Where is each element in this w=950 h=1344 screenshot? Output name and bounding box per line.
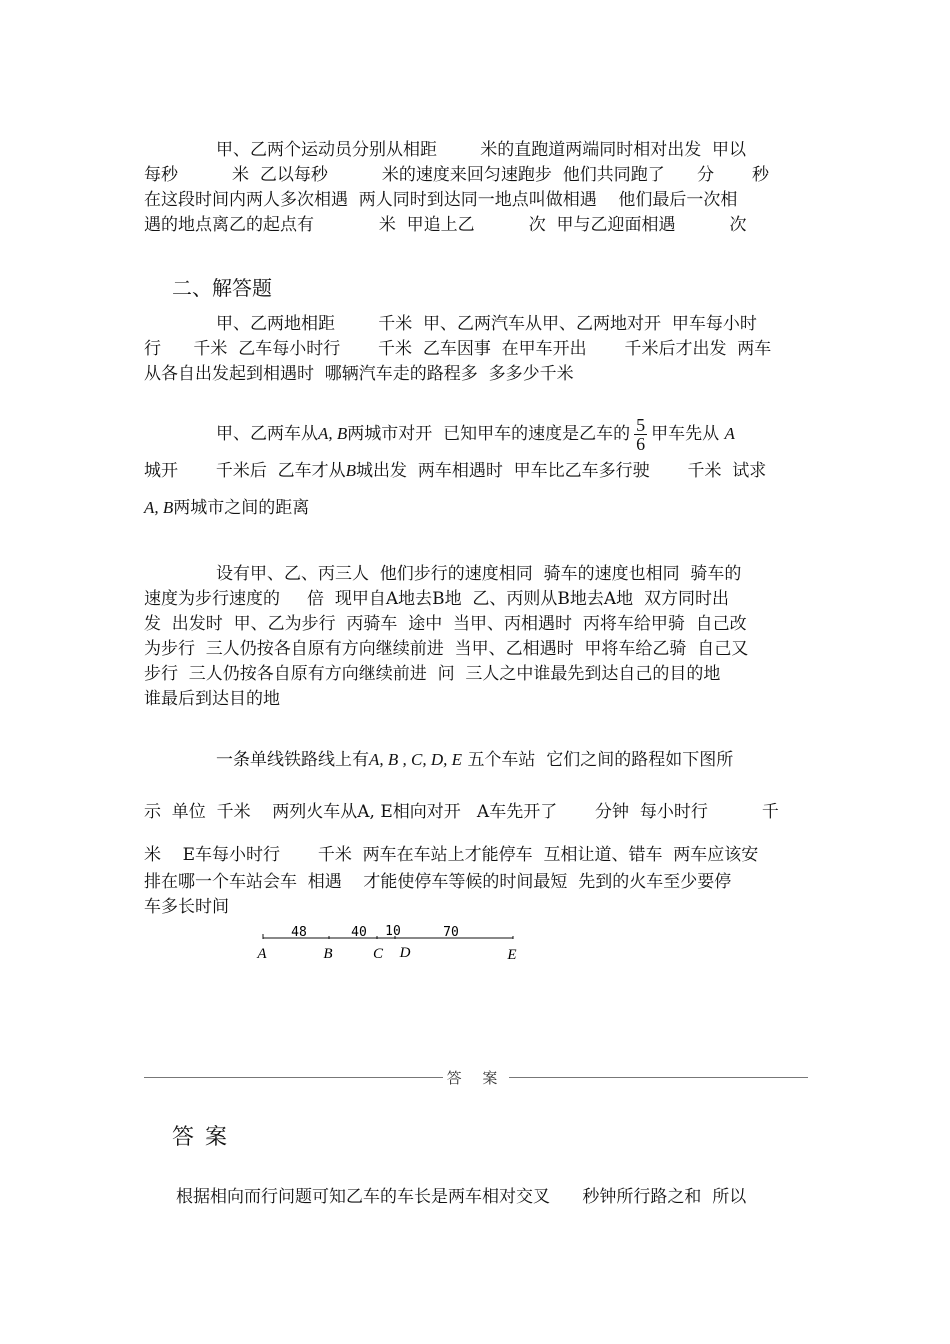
- divider-label: 答 案: [446, 1068, 506, 1087]
- q2-math-a: A: [724, 424, 735, 443]
- station-c-label: C: [372, 946, 384, 962]
- question-1-line: 甲、乙两地相距 千米 甲、乙两汽车从甲、乙两地对开 甲车每小时: [216, 314, 757, 334]
- q2-math-b: B: [345, 461, 357, 480]
- station-e-label: E: [507, 947, 517, 963]
- question-1-line: 从各自出发起到相遇时 哪辆汽车走的路程多 多多少千米: [144, 364, 574, 384]
- q2-text: 甲、乙两车从: [216, 424, 318, 444]
- answer-text: [176, 1185, 816, 1210]
- q4-math-stations: A, B , C, D, E: [369, 750, 463, 769]
- problem-top-line: 甲、乙两个运动员分别从相距 米的直跑道两端同时相对出发 甲以: [216, 140, 747, 160]
- distance-bc: 40: [351, 925, 367, 940]
- question-2-line-2: [144, 456, 808, 486]
- fraction-denominator: 6: [636, 434, 646, 454]
- fraction-five-sixths: [634, 416, 647, 453]
- q4-text: 五个车站 它们之间的路程如下图所: [467, 750, 734, 770]
- question-4-line-2: 示 单位 千米 两列火车从A, E相向对开 A车先开了 分钟 每小时行 千: [144, 802, 779, 822]
- question-1: [144, 312, 808, 387]
- problem-top: [144, 138, 808, 238]
- q2-text: 城开 千米后 乙车才从: [144, 461, 346, 481]
- q2-text: 两城市之间的距离: [173, 498, 310, 518]
- question-3-line: 设有甲、乙、丙三人 他们步行的速度相同 骑车的速度也相同 骑车的: [216, 564, 742, 584]
- question-3-line: 谁最后到达目的地: [144, 689, 280, 709]
- problem-top-line: 遇的地点离乙的起点有 米 甲追上乙 次 甲与乙迎面相遇 次: [144, 215, 747, 235]
- question-3: [144, 562, 808, 712]
- question-4: [144, 744, 808, 920]
- question-3-line: 发 出发时 甲、乙为步行 丙骑车 途中 当甲、丙相遇时 丙将车给甲骑 自己改: [144, 614, 747, 634]
- question-3-line: 速度为步行速度的 倍 现甲自A地去B地 乙、丙则从B地去A地 双方同时出: [144, 589, 729, 609]
- answer-divider: [144, 1067, 808, 1087]
- distance-de: 70: [443, 925, 459, 940]
- question-1-line: 行 千米 乙车每小时行 千米 乙车因事 在甲车开出 千米后才出发 两车: [144, 339, 772, 359]
- problem-top-line: 在这段时间内两人多次相遇 两人同时到达同一地点叫做相遇 他们最后一次相: [144, 190, 738, 210]
- question-4-line-1: [144, 744, 808, 776]
- q2-math-ab: A, B: [318, 424, 348, 443]
- section-heading: 二、解答题: [172, 276, 272, 300]
- divider-rule: [144, 1077, 443, 1078]
- question-2: [144, 412, 808, 530]
- divider-rule: [509, 1077, 808, 1078]
- fraction-numerator: 5: [636, 415, 646, 435]
- question-4-line-4: 排在哪一个车站会车 相遇 才能使停车等候的时间最短 先到的火车至少要停: [144, 872, 732, 892]
- q2-text: 甲车先从: [651, 424, 720, 444]
- problem-top-line: 每秒 米 乙以每秒 米的速度来回匀速跑步 他们共同跑了 分 秒: [144, 165, 769, 185]
- answer-heading: 答 案: [172, 1125, 229, 1150]
- q2-text: 两城市对开 已知甲车的速度是乙车的: [347, 424, 631, 444]
- question-2-line-3: [144, 486, 808, 530]
- q2-text: 城出发 两车相遇时 甲车比乙车多行驶 千米 试求: [356, 461, 767, 481]
- station-b-label: B: [323, 946, 333, 962]
- station-d-label: D: [399, 945, 411, 961]
- question-2-line-1: [144, 412, 808, 456]
- question-4-line-5: 车多长时间: [144, 897, 229, 917]
- answer-line: 根据相向而行问题可知乙车的车长是两车相对交叉 秒钟所行路之和 所以: [176, 1187, 747, 1207]
- question-3-line: 步行 三人仍按各自原有方向继续前进 问 三人之中谁最先到达自己的目的地: [144, 664, 721, 684]
- distance-ab: 48: [291, 925, 307, 940]
- q2-math-ab: A, B: [144, 498, 174, 517]
- q4-text: 一条单线铁路线上有: [216, 750, 369, 770]
- question-3-line: 为步行 三人仍按各自原有方向继续前进 当甲、乙相遇时 甲将车给乙骑 自己又: [144, 639, 749, 659]
- distance-cd: 10: [385, 924, 401, 939]
- railway-diagram: [250, 918, 530, 968]
- station-a-label: A: [257, 946, 267, 962]
- question-4-line-3: 米 E车每小时行 千米 两车在车站上才能停车 互相让道、错车 两车应该安: [144, 845, 759, 865]
